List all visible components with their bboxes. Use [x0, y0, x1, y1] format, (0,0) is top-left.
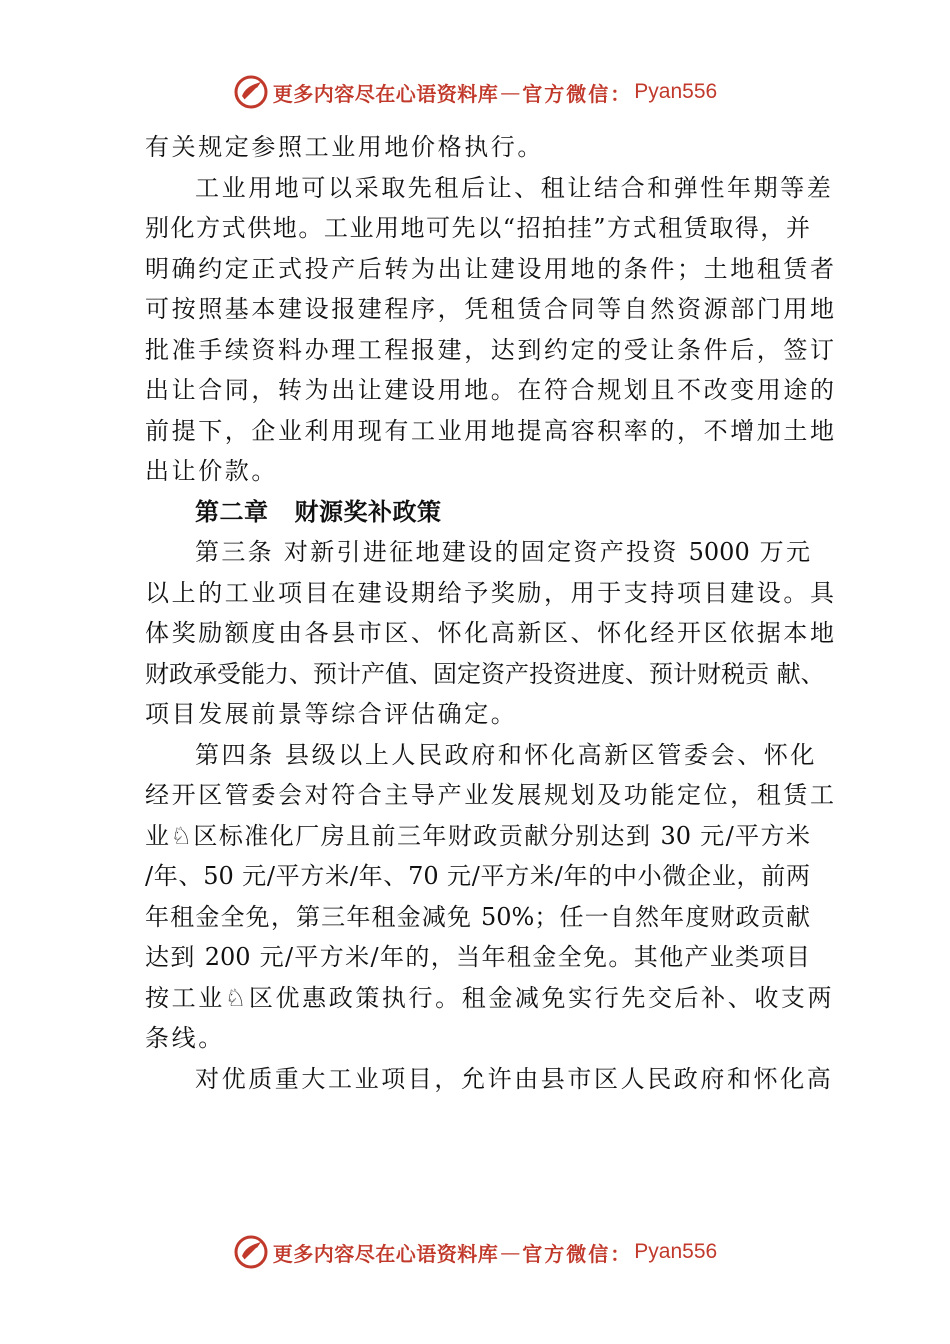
text-line: 有关规定参照工业用地价格执行。: [145, 133, 544, 161]
chapter-title: 财源奖补政策: [294, 497, 442, 526]
article-4-start: 第四条 县级以上人民政府和怀化高新区管委会、怀化: [195, 740, 818, 769]
text-line: 年租金全免，第三年租金减免 50%；任一自然年度财政贡献: [145, 902, 810, 931]
text-line: 批准手续资料办理工程报建，达到约定的受让条件后，签订: [145, 335, 837, 364]
banner-dash: —: [500, 1240, 521, 1264]
banner-wechat-label: 官方微信：: [522, 81, 633, 106]
chapter-number: 第二章: [195, 497, 269, 526]
text-line: 可按照基本建设报建程序，凭租赁合同等自然资源部门用地: [145, 295, 837, 323]
text-line: 经开区管委会对符合主导产业发展规划及功能定位，租赁工: [145, 781, 837, 809]
banner-dash: —: [500, 80, 521, 104]
text-line: 明确约定正式投产后转为出让建设用地的条件；土地租赁者: [145, 254, 837, 283]
banner-wechat-id: Pyan556: [634, 80, 718, 103]
text-line: 体奖励额度由各县市区、怀化高新区、怀化经开区依据本地: [145, 619, 837, 647]
text-line: 业♘区标准化厂房且前三年财政贡献分别达到 30 元/平方米: [145, 821, 810, 850]
text-line: /年、50 元/平方米/年、70 元/平方米/年的中小微企业，前两: [145, 862, 810, 890]
banner-wechat-id: Pyan556: [634, 1240, 718, 1263]
header-watermark-banner: [0, 72, 950, 112]
paragraph-start: 对优质重大工业项目，允许由县市区人民政府和怀化高: [195, 1064, 834, 1093]
banner-wechat-label: 官方微信：: [522, 1241, 633, 1266]
paragraph-start: 工业用地可以采取先租后让、租让结合和弹性年期等差: [195, 173, 834, 202]
banner-text: 更多内容尽在心语资料库: [272, 81, 499, 106]
text-line: 别化方式供地。工业用地可先以“招拍挂”方式租赁取得，并: [145, 214, 810, 242]
text-line: 财政承受能力、预计产值、固定资产投资进度、预计财税贡 献、: [145, 659, 825, 688]
article-3-start: 第三条 对新引进征地建设的固定资产投资 5000 万元: [195, 538, 810, 566]
document-body: [145, 127, 837, 1099]
text-line: 条线。: [145, 1024, 225, 1052]
chapter-heading: [145, 492, 810, 533]
text-line: 出让价款。: [145, 457, 278, 485]
text-line: 出让合同，转为出让建设用地。在符合规划且不改变用途的: [145, 376, 837, 404]
logo-icon: [233, 1234, 269, 1270]
logo-icon: [233, 74, 269, 110]
text-line: 以上的工业项目在建设期给予奖励，用于支持项目建设。具: [145, 578, 837, 607]
text-line: 达到 200 元/平方米/年的，当年租金全免。其他产业类项目: [145, 943, 810, 971]
banner-text: 更多内容尽在心语资料库: [272, 1241, 499, 1266]
text-line: 前提下，企业利用现有工业用地提高容积率的，不增加土地: [145, 416, 837, 445]
text-line: 按工业♘区优惠政策执行。租金减免实行先交后补、收支两: [145, 983, 835, 1012]
text-line: 项目发展前景等综合评估确定。: [145, 700, 518, 728]
footer-watermark-banner: [0, 1232, 950, 1272]
